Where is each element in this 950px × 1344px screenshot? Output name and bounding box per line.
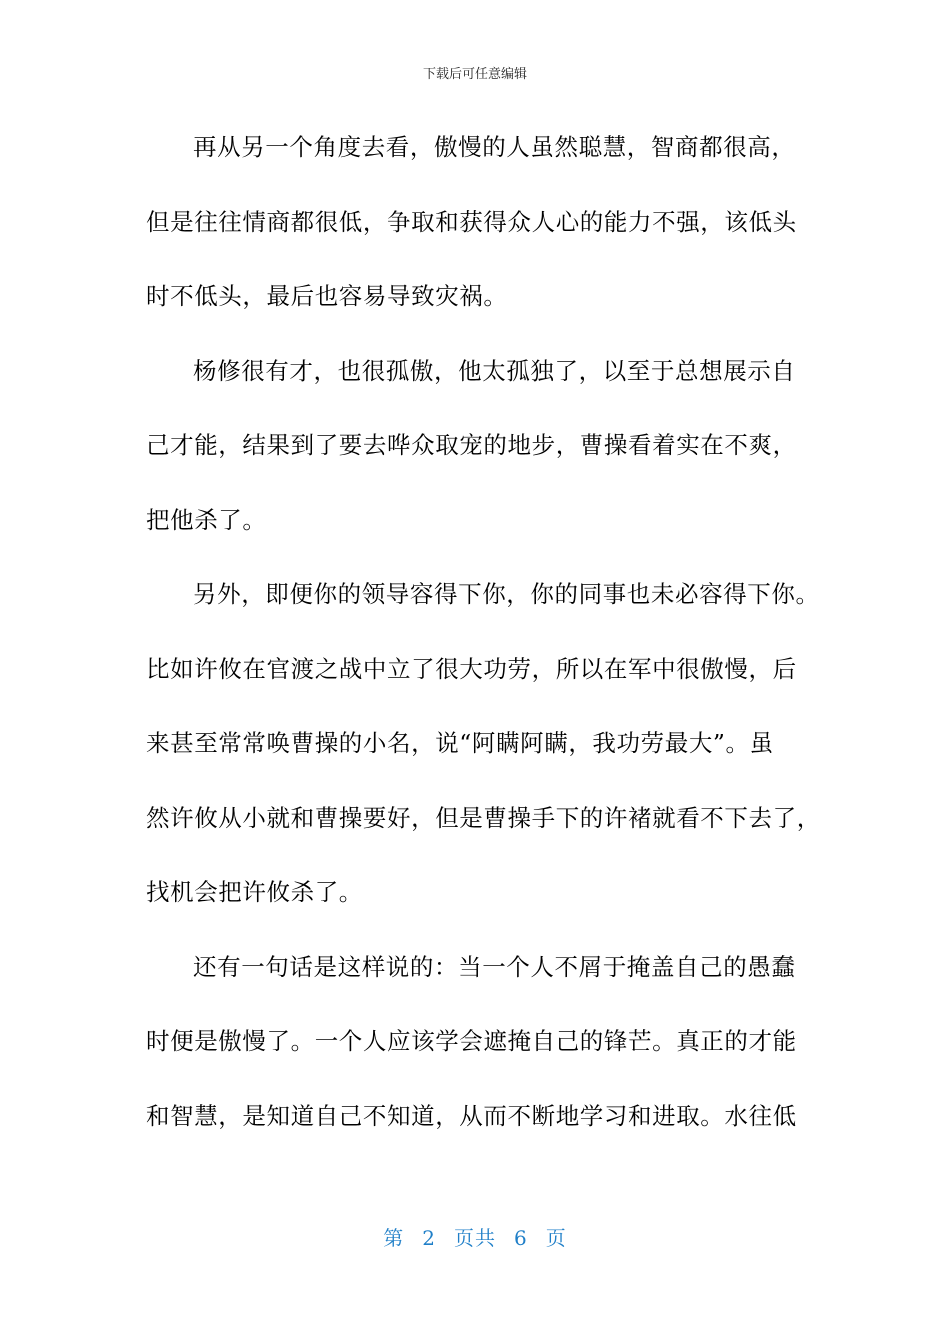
page-header: 下载后可任意编辑: [422, 67, 527, 82]
footer-prefix: 第: [383, 1226, 405, 1250]
paragraph-3-line-5: 找机会把许攸杀了。: [146, 878, 363, 906]
footer-suffix: 页: [545, 1226, 567, 1250]
page-footer: [0, 1224, 950, 1252]
paragraph-3-line-1: 另外，即便你的领导容得下你，你的同事也未必容得下你。: [193, 580, 820, 608]
paragraph-2-line-1: 杨修很有才，也很孤傲，他太孤独了，以至于总想展示自: [193, 356, 796, 385]
footer-current-page: 2: [422, 1226, 436, 1250]
paragraph-1-line-1: 再从另一个角度去看，傲慢的人虽然聪慧，智商都很高，: [193, 133, 796, 161]
paragraph-4-line-2: 时便是傲慢了。一个人应该学会遮掩自己的锋芒。真正的才能: [146, 1027, 797, 1055]
paragraph-4-line-1: 还有一句话是这样说的：当一个人不屑于掩盖自己的愚蠢: [193, 952, 796, 981]
footer-middle: 页共: [454, 1226, 496, 1250]
paragraph-2-line-3: 把他杀了。: [146, 505, 267, 534]
paragraph-3-line-4: 然许攸从小就和曹操要好，但是曹操手下的许褚就看不下去了，: [146, 803, 821, 832]
document-body: [146, 120, 821, 1163]
paragraph-4-line-3: 和智慧，是知道自己不知道，从而不断地学习和进取。水往低: [146, 1101, 797, 1130]
paragraph-2-line-2: 己才能，结果到了要去哗众取宠的地步，曹操看着实在不爽，: [146, 431, 797, 459]
paragraph-1-line-3: 时不低头，最后也容易导致灾祸。: [146, 282, 508, 310]
paragraph-3-line-3: 来甚至常常唤曹操的小名，说“阿瞒阿瞒，我功劳最大”。虽: [146, 729, 774, 757]
paragraph-3-line-2: 比如许攸在官渡之战中立了很大功劳，所以在军中很傲慢，后: [146, 654, 797, 683]
footer-total-pages: 6: [514, 1226, 528, 1250]
paragraph-1-line-2: 但是往往情商都很低，争取和获得众人心的能力不强，该低头: [146, 207, 797, 236]
